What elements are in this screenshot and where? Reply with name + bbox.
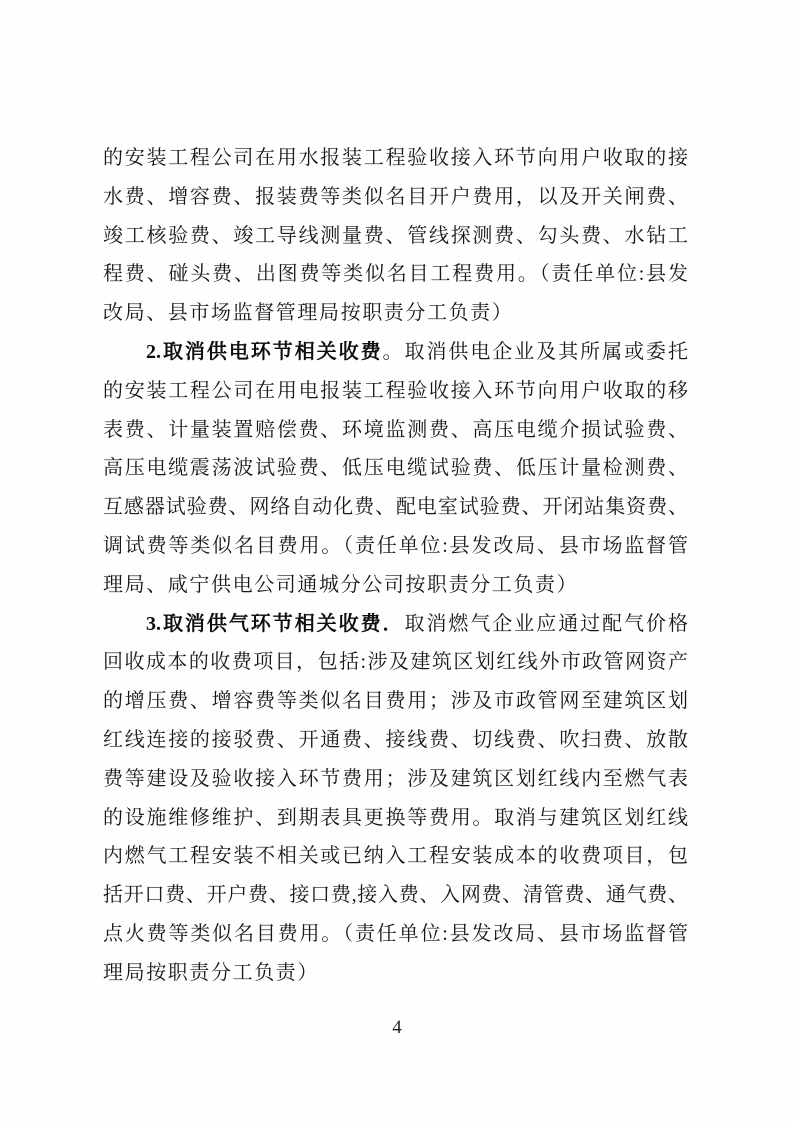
text-line: 回收成本的收费项目，包括:涉及建筑区划红线外市政管网资产: [103, 651, 688, 674]
heading-bold-text: 2.取消供电环节相关收费: [146, 340, 383, 363]
text-line-heading-item-3: [103, 605, 688, 644]
heading-rest-text: 。取消供电企业及其所属或委托: [382, 340, 689, 363]
text-line-paragraph-end: 改局、县市场监督管理局按职责分工负责）: [103, 302, 514, 325]
text-line: 的安装工程公司在用水报装工程验收接入环节向用户收取的接: [103, 147, 688, 169]
text-line: 竣工核验费、竣工导线测量费、管线探测费、勾头费、水钻工: [103, 224, 688, 247]
text-line: 表费、计量装置赔偿费、环境监测费、高压电缆介损试验费、: [103, 418, 688, 441]
text-line: 的增压费、增容费等类似名目费用；涉及市政管网至建筑区划: [103, 690, 688, 713]
text-line: 的设施维修维护、到期表具更换等费用。取消与建筑区划红线: [103, 806, 688, 829]
text-line: 费等建设及验收接入环节费用；涉及建筑区划红线内至燃气表: [103, 767, 688, 790]
text-line-paragraph-end: 理局按职责分工负责）: [103, 961, 319, 984]
heading-bold-text: 3.取消供气环节相关收费．: [146, 612, 405, 635]
text-line: 点火费等类似名目费用。（责任单位:县发改局、县市场监督管: [103, 922, 688, 945]
text-line: 水费、增容费、报装费等类似名目开户费用，以及开关闸费、: [103, 185, 688, 208]
body-text: [103, 139, 688, 993]
text-line: 括开口费、开户费、接口费,接入费、入网费、清管费、通气费、: [103, 884, 688, 907]
heading-rest-text: 取消燃气企业应通过配气价格: [404, 612, 688, 635]
text-line: 高压电缆震荡波试验费、低压电缆试验费、低压计量检测费、: [103, 457, 688, 480]
page-number: 4: [392, 1017, 402, 1038]
text-line: 红线连接的接驳费、开通费、接线费、切线费、吹扫费、放散: [103, 728, 688, 751]
text-line-heading-item-2: [103, 333, 688, 372]
text-line: 内燃气工程安装不相关或已纳入工程安装成本的收费项目，包: [103, 845, 688, 868]
text-line-paragraph-end: 理局、咸宁供电公司通城分公司按职责分工负责）: [103, 573, 579, 596]
text-line: 的安装工程公司在用电报装工程验收接入环节向用户收取的移: [103, 379, 688, 402]
text-line: 程费、碰头费、出图费等类似名目工程费用。（责任单位:县发: [103, 263, 688, 286]
text-line: 调试费等类似名目费用。（责任单位:县发改局、县市场监督管: [103, 534, 688, 557]
text-line: 互感器试验费、网络自动化费、配电室试验费、开闭站集资费、: [103, 496, 688, 519]
